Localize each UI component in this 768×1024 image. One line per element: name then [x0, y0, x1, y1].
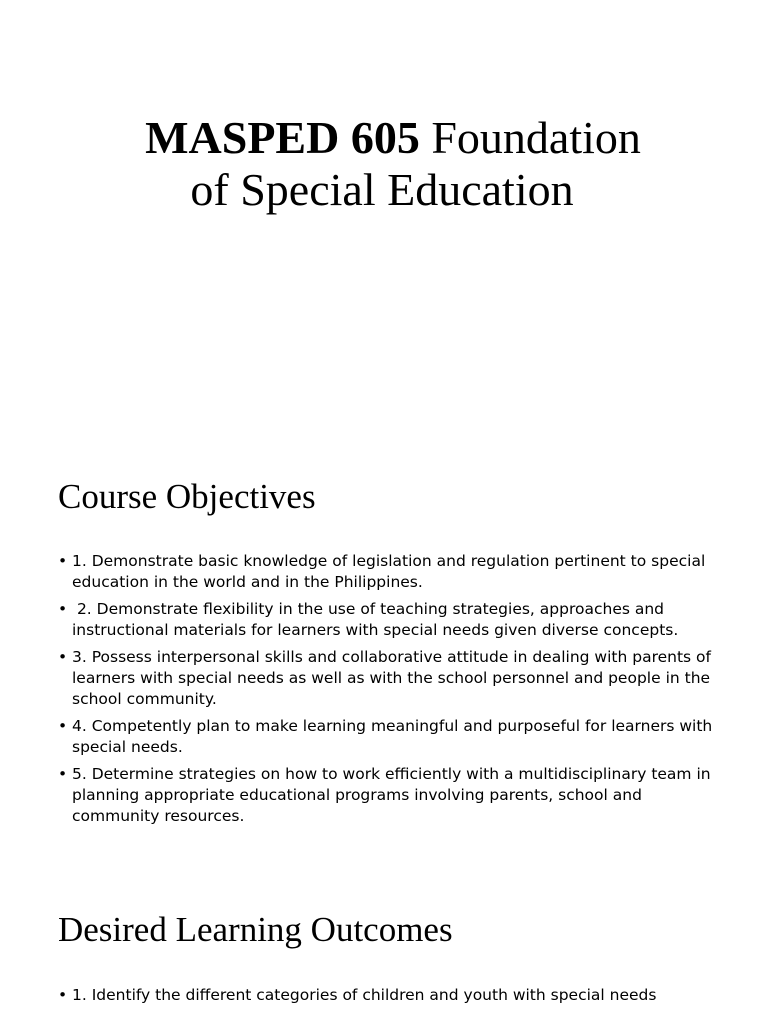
course-objectives-heading: Course Objectives: [58, 477, 316, 516]
bullet-icon: •: [58, 552, 68, 570]
title-line-2: of Special Education: [190, 164, 574, 215]
list-item: [58, 764, 722, 827]
list-item-text: 5. Determine strategies on how to work efficiently with a multidisciplinary team in planning appropriate educational programs involving parents, school and community resources.: [72, 765, 711, 825]
list-item-text: 1. Identify the different categories of children and youth with special needs: [72, 986, 657, 1004]
list-item-text: 1. Demonstrate basic knowledge of legislation and regulation pertinent to special education in the world and in the Philippines.: [72, 552, 706, 591]
course-objectives-list: [58, 551, 722, 833]
list-item-text: 2. Demonstrate flexibility in the use of teaching strategies, approaches and instructional materials for learners with special needs given diverse concepts.: [72, 600, 679, 639]
bullet-icon: •: [58, 765, 68, 783]
bullet-icon: •: [58, 986, 68, 1004]
list-item-text: 4. Competently plan to make learning meaningful and purposeful for learners with special needs.: [72, 717, 713, 756]
desired-learning-outcomes-list: [58, 985, 722, 1012]
title-line-1-text: Foundation: [419, 112, 641, 163]
bullet-icon: •: [58, 648, 68, 666]
desired-learning-outcomes-heading: Desired Learning Outcomes: [58, 910, 453, 949]
list-item: [58, 985, 722, 1006]
list-item: [58, 551, 722, 593]
list-item: [58, 716, 722, 758]
bullet-icon: •: [58, 717, 68, 735]
document-title: [0, 112, 768, 216]
title-line-1: [0, 112, 768, 164]
list-item-text: 3. Possess interpersonal skills and collaborative attitude in dealing with parents of learners with special needs as well as with the school personnel and people in the school community.: [72, 648, 711, 708]
list-item: [58, 599, 722, 641]
bullet-icon: •: [58, 600, 68, 618]
list-item: [58, 647, 722, 710]
course-code: MASPED 605: [145, 112, 420, 163]
